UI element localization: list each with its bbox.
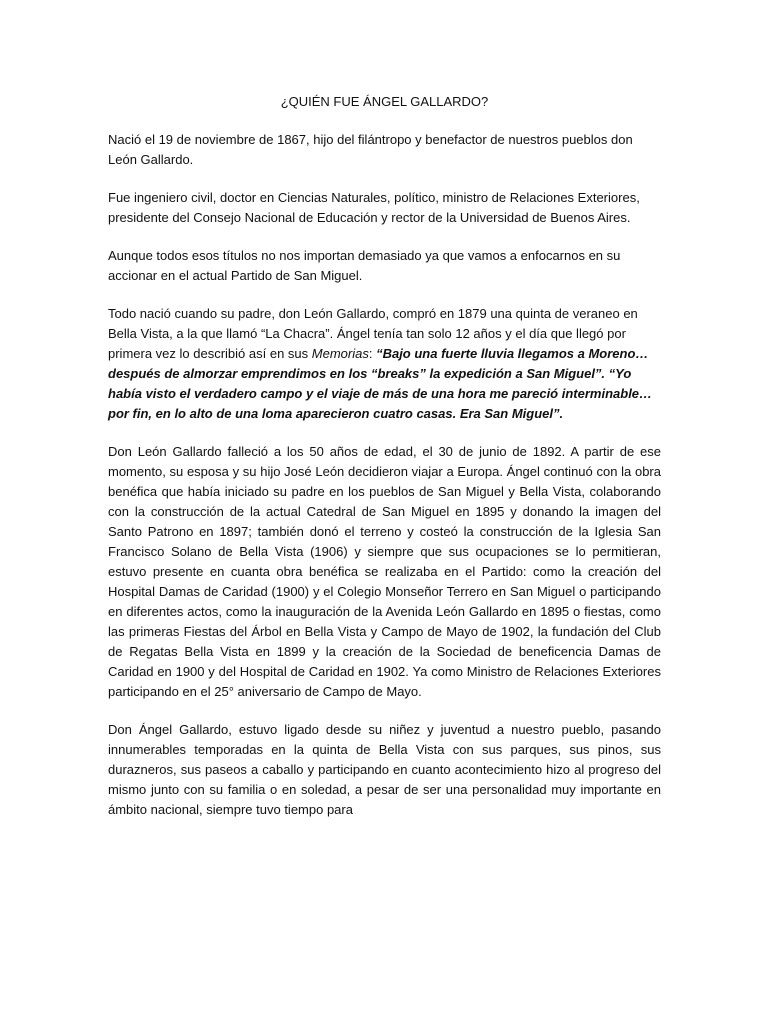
paragraph-bond-with-town: Don Ángel Gallardo, estuvo ligado desde su niñez y juventud a nuestro pueblo, pasando innumerables temporadas en la quinta de Bella Vista con sus parques, sus pinos, sus durazneros, sus paseos a caballo y participando en cuanto acontecimiento hizo al progreso del mismo junto con su familia o en soledad, a pesar de ser una personalidad muy importante en ámbito nacional, siempre tuvo tiempo para (108, 722, 661, 817)
memorias-quote: “Bajo una fuerte lluvia llegamos a Moreno…después de almorzar emprendimos en los “breaks” la expedición a San Miguel”. “Yo había visto el verdadero campo y el viaje de más de una hora me pareció interminable…por fin, en lo alto de una loma aparecieron cuatro casas. Era San Miguel”. (108, 346, 653, 421)
paragraph-focus: Aunque todos esos títulos no nos importan demasiado ya que vamos a enfocarnos en su accionar en el actual Partido de San Miguel. (108, 248, 621, 283)
paragraph-la-chacra-intro: Todo nació cuando su padre, don León Gallardo, compró en 1879 una quinta de veraneo en Bella Vista, a la que llamó “La Chacra”. Ángel tenía tan solo 12 años y el día que llegó por primera vez lo describió así en sus (108, 306, 638, 361)
paragraph-career: Fue ingeniero civil, doctor en Ciencias Naturales, político, ministro de Relaciones Exteriores, presidente del Consejo Nacional de Educación y rector de la Universidad de Buenos Aires. (108, 190, 640, 225)
memorias-reference: Memorias (311, 346, 369, 361)
document-body (108, 92, 661, 838)
paragraph-works: Don León Gallardo falleció a los 50 años de edad, el 30 de junio de 1892. A partir de ese momento, su esposa y su hijo José León decidieron viajar a Europa. Ángel continuó con la obra benéfica que había iniciado su padre en los pueblos de San Miguel y Bella Vista, colaborando con la construcción de la actual Catedral de San Miguel en 1895 y donando la imagen del Santo Patrono en 1897; también donó el terreno y costeó la construcción de la Iglesia San Francisco Solano de Bella Vista (1906) y siempre que sus ocupaciones se lo permitieran, estuvo presente en cuanta obra benéfica se realizaba en el Partido: como la creación del Hospital Damas de Caridad (1900) y el Colegio Monseñor Terrero en San Miguel o participando en diferentes actos, como la inauguración de la Avenida León Gallardo en 1895 o fiestas, como las primeras Fiestas del Árbol en Bella Vista y Campo de Mayo de 1902, la fundación del Club de Regatas Bella Vista en 1899 y la creación de la Sociedad de beneficencia Damas de Caridad en 1900 y del Hospital de Caridad en 1902. Ya como Ministro de Relaciones Exteriores participando en el 25° aniversario de Campo de Mayo. (108, 444, 661, 699)
document-title: ¿QUIÉN FUE ÁNGEL GALLARDO? (280, 94, 489, 109)
paragraph-birth: Nació el 19 de noviembre de 1867, hijo del filántropo y benefactor de nuestros pueblos don León Gallardo. (108, 132, 633, 167)
quote-colon: : (368, 346, 377, 361)
paragraph-la-chacra (108, 304, 661, 424)
